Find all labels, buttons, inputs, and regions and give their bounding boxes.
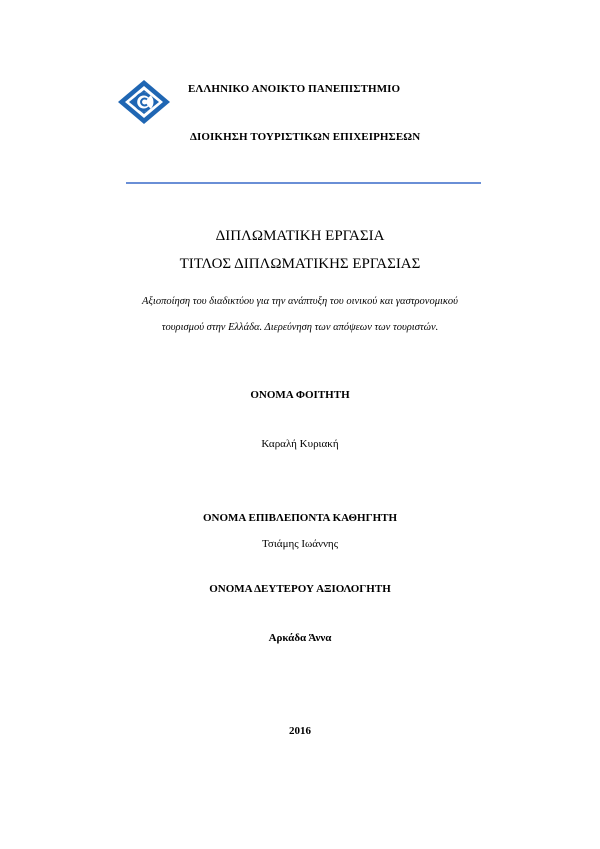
second-evaluator-label: ΟΝΟΜΑ ΔΕΥΤΕΡΟΥ ΑΞΙΟΛΟΓΗΤΗ xyxy=(209,583,391,595)
thesis-subject-line-2: τουρισμού στην Ελλάδα. Διερεύνηση των απόψεων των τουριστών. xyxy=(161,322,439,333)
university-name: ΕΛΛΗΝΙΚΟ ΑΝΟΙΚΤΟ ΠΑΝΕΠΙΣΤΗΜΙΟ xyxy=(188,83,401,95)
thesis-subject-line-1: Αξιοποίηση του διαδικτύου για την ανάπτυξη του οινικού και γαστρονομικού xyxy=(142,296,458,307)
university-logo-icon xyxy=(118,80,170,124)
thesis-heading: ΔΙΠΛΩΜΑΤΙΚΗ ΕΡΓΑΣΙΑ xyxy=(215,228,385,244)
supervisor-name-value: Τσιάμης Ιωάννης xyxy=(261,538,339,550)
supervisor-name-label: ΟΝΟΜΑ ΕΠΙΒΛΕΠΟΝΤΑ ΚΑΘΗΓΗΤΗ xyxy=(202,512,398,524)
header-divider xyxy=(126,182,481,184)
department-name: ΔΙΟΙΚΗΣΗ ΤΟΥΡΙΣΤΙΚΩΝ ΕΠΙΧΕΙΡΗΣΕΩΝ xyxy=(190,131,421,143)
student-name-label: ΟΝΟΜΑ ΦΟΙΤΗΤΗ xyxy=(250,389,350,401)
thesis-title-label: ΤΙΤΛΟΣ ΔΙΠΛΩΜΑΤΙΚΗΣ ΕΡΓΑΣΙΑΣ xyxy=(179,256,421,272)
year: 2016 xyxy=(289,725,311,737)
second-evaluator-value: Αρκάδα Άννα xyxy=(268,632,332,644)
student-name-value: Καραλή Κυριακή xyxy=(261,438,339,450)
